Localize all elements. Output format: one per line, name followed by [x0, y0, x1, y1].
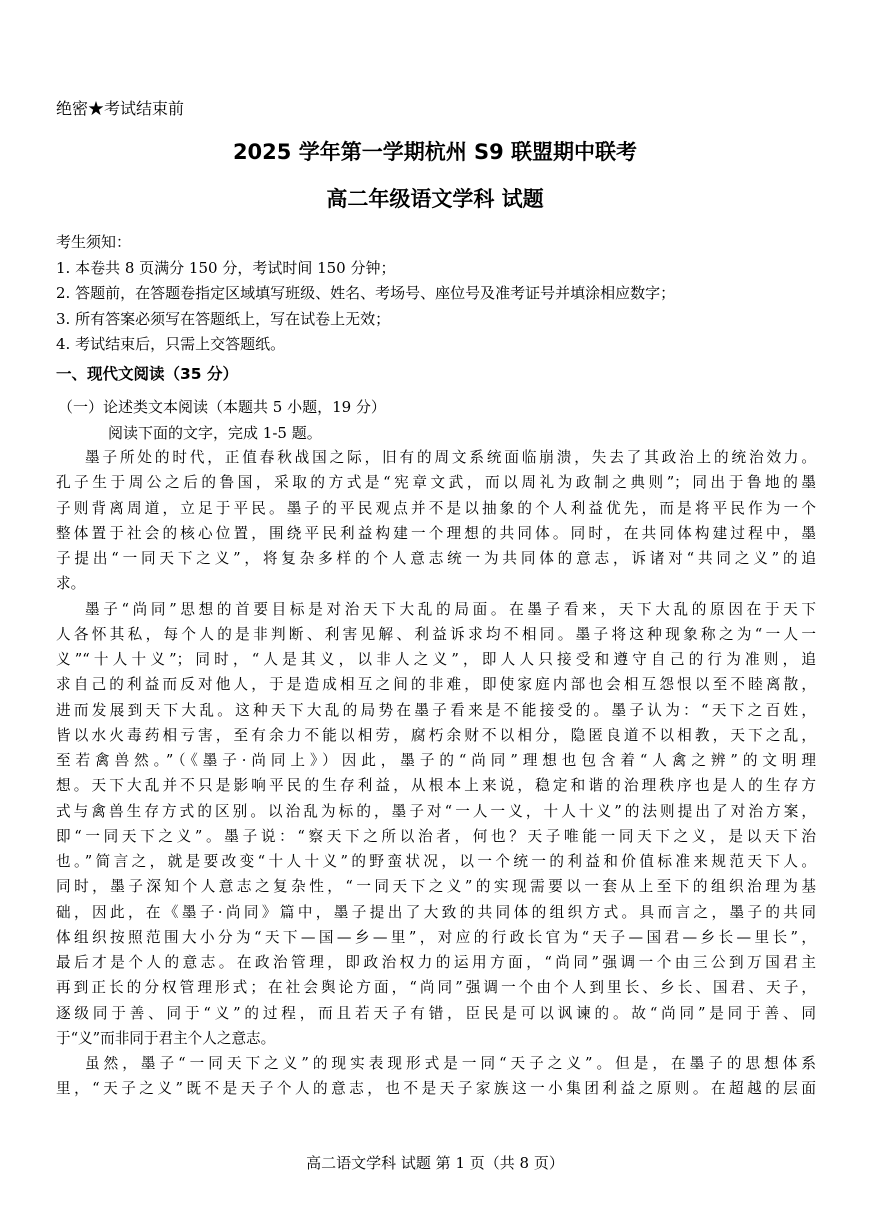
passage-line: 再到正长的分权管理形式；在社会舆论方面，“尚同”强调一个由个人到里长、乡长、国君、天子， — [56, 979, 816, 997]
passage-line: 础，因此，在《墨子·尚同》篇中，墨子提出了大致的共同体的组织方式。具而言之，墨子的共同 — [56, 903, 816, 921]
passage-line: 人各怀其私，每个人的是非判断、利害见解、利益诉求均不相同。墨子将这种现象称之为“一人一 — [56, 625, 816, 643]
passage-line: 即“一同天下之义”。墨子说：“察天下之所以治者，何也？天子唯能一同天下之义，是以天下治 — [56, 827, 816, 845]
passage-line: 义”“十人十义”；同时，“人是其义，以非人之义”，即人人只接受和遵守自己的行为准则，追 — [56, 651, 816, 668]
passage-line: 子则背离周道，立足于平民。墨子的平民观点并不是以抽象的个人利益优先，而是将平民作为一个 — [56, 499, 816, 517]
notice-item: 2. 答题前，在答题卷指定区域填写班级、姓名、考场号、座位号及准考证号并填涂相应数字； — [56, 284, 676, 302]
passage-line: 至若禽兽然。”（《墨子·尚同上》）因此，墨子的“尚同”理想也包含着“人禽之辨”的文明理 — [56, 752, 816, 769]
notice-heading: 考生须知： — [56, 233, 132, 251]
passage-line: 求自己的利益而反对他人，于是造成相互之间的非难，即使家庭内部也会相互怨恨以至不睦离散， — [56, 676, 816, 694]
passage-line: 于“义”而非同于君主个人之意志。 — [56, 1029, 276, 1047]
passage-line: 同时，墨子深知个人意志之复杂性，“一同天下之义”的实现需要以一套从上至下的组织治理为基 — [56, 878, 816, 896]
page-footer: 高二语文学科 试题 第 1 页（共 8 页） — [306, 1154, 564, 1172]
confidential-label: 绝密★考试结束前 — [56, 99, 185, 118]
passage-line: 最后才是个人的意志。在政治管理，即政治权力的运用方面，“尚同”强调一个由三公到万国君主 — [56, 954, 816, 971]
passage-line: 子提出“一同天下之义”，将复杂多样的个人意志统一为共同体的意志，诉诸对“共同之义”的追 — [56, 550, 816, 567]
subsection-heading: （一）论述类文本阅读（本题共 5 小题，19 分） — [58, 398, 386, 416]
passage-line: 逐级同于善、同于“义”的过程，而且若天子有错，臣民是可以讽谏的。故“尚同”是同于善、同 — [56, 1004, 816, 1022]
passage-line: 想。天下大乱并不只是影响平民的生存利益，从根本上来说，稳定和谐的治理秩序也是人的生存方 — [56, 777, 816, 795]
passage-line: 体组织按照范围大小分为“天下—国—乡—里”，对应的行政长官为“天子—国君—乡长—里长”， — [56, 928, 816, 946]
passage-line: 求。 — [56, 575, 86, 593]
passage-line: 孔子生于周公之后的鲁国，采取的方式是“宪章文武，而以周礼为政制之典则”；同出于鲁地的墨 — [56, 474, 816, 492]
reading-instruction: 阅读下面的文字，完成 1-5 题。 — [108, 424, 322, 442]
passage-line: 进而发展到天下大乱。这种天下大乱的局势在墨子看来是不能接受的。墨子认为：“天下之百姓， — [56, 701, 816, 719]
candidate-notice — [56, 230, 816, 358]
passage-line: 整体置于社会的核心位置，围绕平民利益构建一个理想的共同体。同时，在共同体构建过程中，墨 — [56, 524, 816, 542]
passage-line: 墨子所处的时代，正值春秋战国之际，旧有的周文系统面临崩溃，失去了其政治上的统治效力。 — [85, 449, 816, 466]
notice-item: 3. 所有答案必须写在答题纸上，写在试卷上无效； — [56, 309, 391, 328]
passage-line: 里，“天子之义”既不是天子个人的意志，也不是天子家族这一小集团利益之原则。在超越的层面 — [56, 1080, 816, 1098]
section-heading: 一、现代文阅读（35 分） — [56, 365, 238, 383]
passage-line: 式与禽兽生存方式的区别。以治乱为标的，墨子对“一人一义，十人十义”的法则提出了对治方案， — [56, 802, 816, 820]
notice-item: 4. 考试结束后，只需上交答题纸。 — [56, 335, 286, 353]
exam-subtitle: 高二年级语文学科 试题 — [326, 187, 544, 211]
notice-item: 1. 本卷共 8 页满分 150 分，考试时间 150 分钟； — [56, 258, 396, 277]
exam-title: 2025 学年第一学期杭州 S9 联盟期中联考 — [232, 140, 638, 164]
reading-passage — [56, 445, 816, 1102]
passage-line: 皆以水火毒药相亏害，至有余力不能以相劳，腐朽余财不以相分，隐匿良道不以相教，天下之乱， — [56, 726, 816, 744]
passage-line: 墨子“尚同”思想的首要目标是对治天下大乱的局面。在墨子看来，天下大乱的原因在于天下 — [85, 600, 816, 618]
passage-line: 虽然，墨子“一同天下之义”的现实表现形式是一同“天子之义”。但是，在墨子的思想体系 — [85, 1055, 816, 1072]
passage-line: 也。”简言之，就是要改变“十人十义”的野蛮状况，以一个统一的利益和价值标准来规范天下人。 — [56, 853, 816, 870]
